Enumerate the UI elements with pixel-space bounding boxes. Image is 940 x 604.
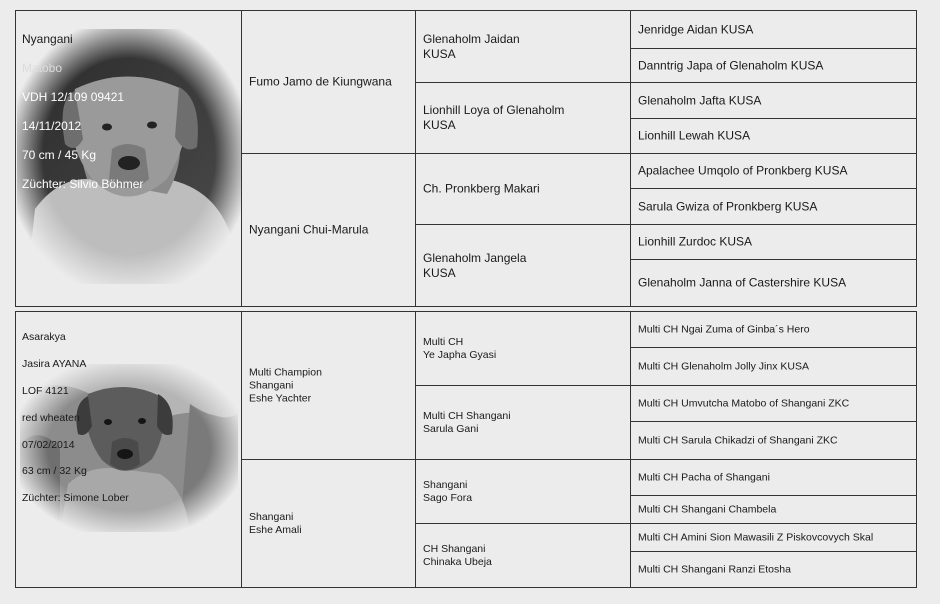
dog-2-grandparent-1: Multi CH Ye Japha Gyasi bbox=[423, 335, 497, 361]
dog-1-great-grandparent-7: Lionhill Zurdoc KUSA bbox=[638, 234, 753, 249]
dog-2-call-name: Jasira AYANA bbox=[22, 358, 87, 371]
dog-1-great-grandparent-3: Glenaholm Jafta KUSA bbox=[638, 93, 762, 107]
dog-2-great-grandparent-3-cell bbox=[630, 385, 917, 422]
dog-1-grandparent-3: Ch. Pronkberg Makari bbox=[423, 181, 540, 196]
dog-2-father-cell bbox=[241, 311, 416, 460]
dog-1-grandparent-2: Lionhill Loya of Glenaholm KUSA bbox=[423, 103, 565, 132]
dog-1-great-grandparent-5: Apalachee Umqolo of Pronkberg KUSA bbox=[638, 163, 848, 178]
dog-1-breeder: Züchter: Silvio Böhmer bbox=[22, 176, 144, 191]
dog-2-grandparent-4-cell bbox=[415, 523, 631, 588]
dog-2-great-grandparent-7: Multi CH Amini Sion Mawasili Z Piskovcovych Skal bbox=[638, 531, 874, 543]
dog-2-mother: Shangani Eshe Amali bbox=[249, 510, 302, 536]
dog-2-breeder: Züchter: Simone Lober bbox=[22, 492, 129, 505]
dog-2-size-weight: 63 cm / 32 Kg bbox=[22, 465, 87, 478]
dog-2-great-grandparent-5: Multi CH Pacha of Shangani bbox=[638, 471, 770, 483]
dog-2-great-grandparent-2: Multi CH Glenaholm Jolly Jinx KUSA bbox=[638, 360, 809, 372]
dog-1-great-grandparent-2: Danntrig Japa of Glenaholm KUSA bbox=[638, 58, 824, 72]
dog-1-info bbox=[22, 17, 143, 206]
dog-2-mother-cell bbox=[241, 459, 416, 588]
dog-1-mother-cell bbox=[241, 153, 416, 307]
dog-2-father: Multi Champion Shangani Eshe Yachter bbox=[249, 366, 322, 404]
dog-1-great-grandparent-7-cell bbox=[630, 224, 917, 260]
dog-1-great-grandparent-6-cell bbox=[630, 188, 917, 225]
dog-1-grandparent-1: Glenaholm Jaidan KUSA bbox=[423, 31, 520, 61]
dog-2-great-grandparent-8-cell bbox=[630, 551, 917, 588]
dog-1-great-grandparent-1: Jenridge Aidan KUSA bbox=[638, 22, 754, 36]
dog-2-info bbox=[22, 318, 129, 519]
dog-1-grandparent-4-cell bbox=[415, 224, 631, 307]
dog-1-info-cell bbox=[15, 10, 242, 307]
dog-2-grandparent-4: CH Shangani Chinaka Ubeja bbox=[423, 542, 492, 568]
dog-2-great-grandparent-4-cell bbox=[630, 421, 917, 460]
dog-2-color: red wheaten bbox=[22, 411, 80, 424]
dog-1-great-grandparent-2-cell bbox=[630, 48, 917, 83]
dog-2-grandparent-2: Multi CH Shangani Sarula Gani bbox=[423, 409, 511, 435]
dog-1-grandparent-1-cell bbox=[415, 10, 631, 83]
dog-1-name: Nyangani bbox=[22, 31, 73, 46]
dog-2-birthdate: 07/02/2014 bbox=[22, 438, 75, 451]
dog-2-great-grandparent-8: Multi CH Shangani Ranzi Etosha bbox=[638, 563, 791, 575]
dog-2-great-grandparent-6: Multi CH Shangani Chambela bbox=[638, 503, 777, 515]
dog-1-grandparent-3-cell bbox=[415, 153, 631, 225]
dog-1-grandparent-4: Glenaholm Jangela KUSA bbox=[423, 250, 527, 280]
dog-1-mother: Nyangani Chui-Marula bbox=[249, 222, 369, 237]
dog-2-registration: LOF 4121 bbox=[22, 385, 69, 398]
dog-1-great-grandparent-1-cell bbox=[630, 10, 917, 49]
dog-1-father: Fumo Jamo de Kiungwana bbox=[249, 74, 392, 89]
dog-2-info-cell bbox=[15, 311, 242, 588]
dog-2-great-grandparent-4: Multi CH Sarula Chikadzi of Shangani ZKC bbox=[638, 434, 838, 446]
dog-2-great-grandparent-1-cell bbox=[630, 311, 917, 348]
dog-2-grandparent-2-cell bbox=[415, 385, 631, 460]
dog-2-grandparent-1-cell bbox=[415, 311, 631, 386]
dog-2-great-grandparent-1: Multi CH Ngai Zuma of Ginba´s Hero bbox=[638, 323, 810, 335]
dog-1-great-grandparent-5-cell bbox=[630, 153, 917, 189]
dog-1-call-name: Matobo bbox=[22, 60, 63, 75]
dog-1-birthdate: 14/11/2012 bbox=[22, 118, 82, 133]
dog-2-great-grandparent-6-cell bbox=[630, 495, 917, 524]
dog-2-grandparent-3-cell bbox=[415, 459, 631, 524]
dog-1-great-grandparent-6: Sarula Gwiza of Pronkberg KUSA bbox=[638, 199, 818, 213]
dog-1-great-grandparent-4: Lionhill Lewah KUSA bbox=[638, 128, 751, 143]
dog-1-great-grandparent-3-cell bbox=[630, 82, 917, 119]
dog-1-size-weight: 70 cm / 45 Kg bbox=[22, 147, 97, 162]
dog-2-great-grandparent-7-cell bbox=[630, 523, 917, 552]
dog-1-great-grandparent-4-cell bbox=[630, 118, 917, 154]
dog-1-great-grandparent-8-cell bbox=[630, 259, 917, 307]
dog-2-great-grandparent-3: Multi CH Umvutcha Matobo of Shangani ZKC bbox=[638, 397, 850, 409]
dog-1-great-grandparent-8: Glenaholm Janna of Castershire KUSA bbox=[638, 275, 847, 290]
dog-2-great-grandparent-2-cell bbox=[630, 347, 917, 386]
dog-1-grandparent-2-cell bbox=[415, 82, 631, 154]
dog-1-father-cell bbox=[241, 10, 416, 154]
dog-2-grandparent-3: Shangani Sago Fora bbox=[423, 478, 473, 504]
dog-1-registration: VDH 12/109 09421 bbox=[22, 89, 125, 104]
dog-2-name: Asarakya bbox=[22, 331, 66, 344]
dog-2-great-grandparent-5-cell bbox=[630, 459, 917, 496]
